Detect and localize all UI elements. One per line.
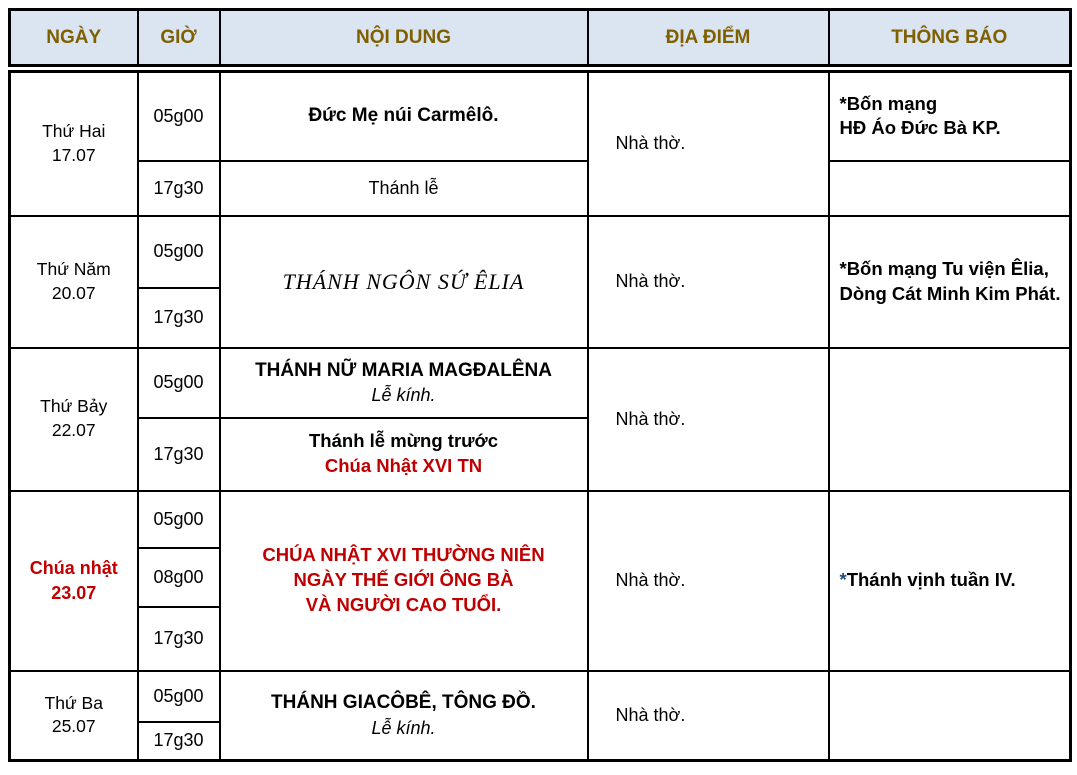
content-subline: Lễ kính. [371, 385, 436, 406]
notice-cell [829, 491, 1071, 671]
header-noidung: NỘI DUNG [220, 10, 588, 66]
header-row [10, 10, 1071, 66]
day-cell [10, 348, 138, 491]
time-cell: 05g00 [138, 216, 220, 288]
table-row [10, 72, 1071, 161]
day-cell [10, 72, 138, 216]
header-ngay: NGÀY [10, 10, 138, 66]
content-line: Thánh lễ mừng trước [309, 430, 498, 452]
day-name: Chúa nhật [29, 558, 118, 579]
day-date: 17.07 [51, 144, 96, 165]
header-gio: GIỜ [138, 10, 220, 66]
notice-star: * [839, 569, 847, 591]
content-line-red: VÀ NGƯỜI CAO TUỔI. [305, 593, 502, 615]
day-name: Thứ Năm [36, 258, 111, 279]
day-date: 25.07 [51, 716, 96, 737]
content-line-red: NGÀY THẾ GIỚI ÔNG BÀ [293, 569, 514, 591]
content-cell [220, 418, 588, 491]
place-cell: Nhà thờ. [588, 72, 829, 216]
day-name: Thứ Hai [42, 121, 106, 142]
notice-cell: *Bốn mạng Tu viện Êlia, Dòng Cát Minh Kim Phát. [829, 216, 1071, 348]
time-cell: 08g00 [138, 548, 220, 607]
time-cell: 17g30 [138, 161, 220, 216]
content-cell [220, 348, 588, 418]
table-row [10, 216, 1071, 288]
place-cell: Nhà thờ. [588, 216, 829, 348]
notice-line: HĐ Áo Đức Bà KP. [839, 117, 1001, 139]
notice-cell-empty [829, 161, 1071, 216]
header-thongbao: THÔNG BÁO [829, 10, 1071, 66]
content-line: Đức Mẹ núi Carmêlô. [308, 105, 499, 127]
day-date: 23.07 [51, 582, 97, 603]
content-cell [220, 671, 588, 761]
place-cell: Nhà thờ. [588, 491, 829, 671]
time-cell: 05g00 [138, 348, 220, 418]
time-cell: 17g30 [138, 607, 220, 671]
schedule-body-table [8, 70, 1072, 762]
content-cell [220, 72, 588, 161]
schedule-header-table [8, 8, 1072, 67]
table-row [10, 348, 1071, 418]
content-line-red: Chúa Nhật XVI TN [324, 455, 483, 476]
content-subline: Lễ kính. [371, 717, 436, 738]
table-row [10, 491, 1071, 548]
header-diadiem: ĐỊA ĐIỂM [588, 10, 829, 66]
day-date: 20.07 [51, 282, 96, 303]
content-line: THÁNH NỮ MARIA MAGĐALÊNA [255, 359, 552, 381]
time-cell: 17g30 [138, 288, 220, 348]
day-date: 22.07 [51, 420, 96, 440]
content-cell: Thánh lễ [220, 161, 588, 216]
content-cell [220, 491, 588, 671]
notice-line: *Bốn mạng [839, 93, 938, 115]
time-cell: 17g30 [138, 722, 220, 761]
day-name: Thứ Bảy [40, 396, 108, 417]
day-cell [10, 671, 138, 761]
content-line: THÁNH GIACÔBÊ, TÔNG ĐỒ. [271, 692, 536, 714]
place-cell: Nhà thờ. [588, 348, 829, 491]
notice-cell-empty [829, 671, 1071, 761]
day-name: Thứ Ba [44, 692, 103, 713]
notice-text: Thánh vịnh tuần IV. [846, 569, 1016, 591]
day-cell [10, 491, 138, 671]
table-row [10, 161, 1071, 216]
place-cell: Nhà thờ. [588, 671, 829, 761]
day-cell [10, 216, 138, 348]
time-cell: 05g00 [138, 72, 220, 161]
table-row [10, 671, 1071, 722]
content-cell [220, 216, 588, 348]
content-line: THÁNH NGÔN SỨ ÊLIA [282, 268, 525, 294]
notice-cell-empty [829, 348, 1071, 491]
time-cell: 05g00 [138, 671, 220, 722]
time-cell: 17g30 [138, 418, 220, 491]
time-cell: 05g00 [138, 491, 220, 548]
notice-cell [829, 72, 1071, 161]
content-line-red: CHÚA NHẬT XVI THƯỜNG NIÊN [262, 544, 545, 566]
